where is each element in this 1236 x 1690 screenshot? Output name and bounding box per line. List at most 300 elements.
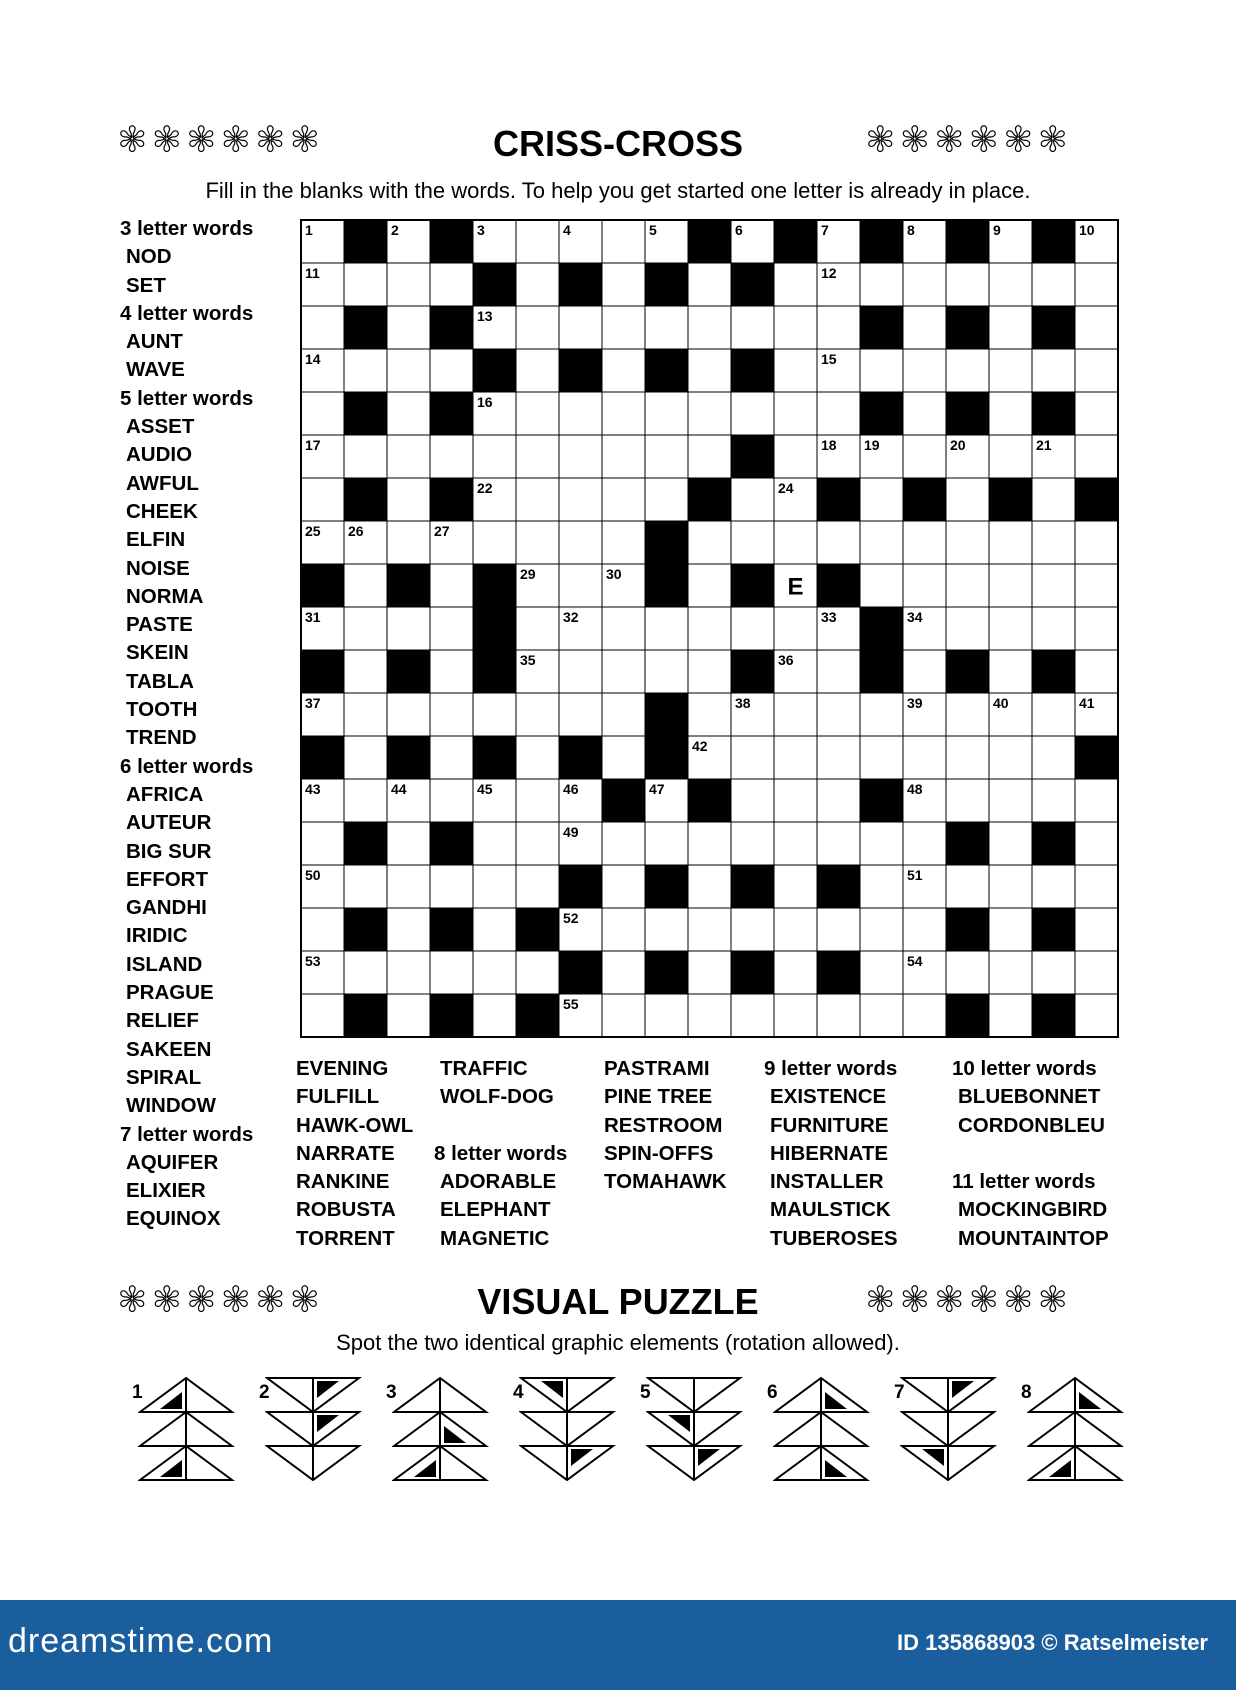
grid-cell[interactable]: [1032, 779, 1075, 822]
grid-cell[interactable]: [387, 478, 430, 521]
grid-cell[interactable]: [946, 736, 989, 779]
clue-number: 44: [391, 781, 407, 797]
grid-cell[interactable]: [860, 736, 903, 779]
triangle-stack-figure[interactable]: [900, 1376, 1000, 1486]
grid-cell[interactable]: [688, 994, 731, 1037]
grid-block: [430, 908, 473, 951]
grid-cell[interactable]: [473, 435, 516, 478]
grid-cell[interactable]: [473, 908, 516, 951]
grid-cell[interactable]: [860, 349, 903, 392]
grid-cell[interactable]: [645, 650, 688, 693]
grid-cell[interactable]: [602, 478, 645, 521]
grid-cell[interactable]: [516, 951, 559, 994]
grid-block: [344, 220, 387, 263]
decorative-stars-right: ✼✼✼✼✼✼: [866, 121, 1073, 159]
clue-number: 9: [993, 222, 1001, 238]
grid-cell[interactable]: [860, 693, 903, 736]
grid-cell[interactable]: [946, 693, 989, 736]
triangle-stack-figure[interactable]: [646, 1376, 746, 1486]
grid-block: [1032, 306, 1075, 349]
grid-cell[interactable]: [516, 478, 559, 521]
grid-cell[interactable]: [860, 865, 903, 908]
grid-cell[interactable]: [559, 392, 602, 435]
grid-cell[interactable]: [645, 478, 688, 521]
grid-cell[interactable]: [989, 865, 1032, 908]
grid-cell[interactable]: [1075, 865, 1118, 908]
grid-cell[interactable]: [731, 521, 774, 564]
grid-cell[interactable]: [903, 822, 946, 865]
grid-cell[interactable]: [1032, 693, 1075, 736]
word-item: MOCKINGBIRD: [958, 1198, 1108, 1222]
word-item: ELEPHANT: [440, 1198, 551, 1222]
grid-cell[interactable]: [860, 994, 903, 1037]
image-credit: ID 135868903 © Ratselmeister: [897, 1630, 1208, 1655]
grid-cell[interactable]: [774, 306, 817, 349]
grid-cell[interactable]: [731, 478, 774, 521]
grid-cell[interactable]: [817, 908, 860, 951]
grid-cell[interactable]: [989, 564, 1032, 607]
grid-cell[interactable]: [645, 908, 688, 951]
grid-block: [1032, 822, 1075, 865]
grid-cell[interactable]: [344, 435, 387, 478]
grid-cell[interactable]: [387, 435, 430, 478]
grid-block: [731, 263, 774, 306]
grid-cell[interactable]: [817, 994, 860, 1037]
grid-cell[interactable]: [516, 607, 559, 650]
grid-block: [774, 220, 817, 263]
triangle-stack-figure[interactable]: [519, 1376, 619, 1486]
grid-cell[interactable]: [301, 908, 344, 951]
grid-cell[interactable]: [645, 607, 688, 650]
grid-cell[interactable]: [387, 521, 430, 564]
grid-cell[interactable]: [903, 263, 946, 306]
grid-cell[interactable]: [344, 564, 387, 607]
word-item: TRAFFIC: [440, 1057, 528, 1080]
clue-number: 48: [907, 781, 923, 797]
grid-cell[interactable]: [344, 865, 387, 908]
grid-cell[interactable]: [516, 263, 559, 306]
visual-item-number: 4: [513, 1382, 524, 1403]
clue-number: 49: [563, 824, 579, 840]
grid-cell[interactable]: [602, 865, 645, 908]
grid-cell[interactable]: [688, 392, 731, 435]
grid-cell[interactable]: [645, 994, 688, 1037]
grid-cell[interactable]: [430, 736, 473, 779]
grid-cell[interactable]: [688, 951, 731, 994]
given-letter: E: [787, 573, 804, 601]
grid-cell[interactable]: [774, 994, 817, 1037]
grid-cell[interactable]: [817, 779, 860, 822]
grid-cell[interactable]: [602, 220, 645, 263]
clue-number: 39: [907, 695, 923, 711]
grid-cell[interactable]: [989, 779, 1032, 822]
grid-block: [473, 607, 516, 650]
grid-cell[interactable]: [903, 349, 946, 392]
grid-cell[interactable]: [1075, 779, 1118, 822]
grid-cell[interactable]: [903, 994, 946, 1037]
word-item: WAVE: [126, 358, 185, 382]
grid-cell[interactable]: [989, 736, 1032, 779]
word-item: ADORABLE: [440, 1170, 557, 1194]
word-item: RELIEF: [126, 1009, 199, 1033]
grid-cell[interactable]: [946, 779, 989, 822]
grid-cell[interactable]: [774, 521, 817, 564]
grid-cell[interactable]: [946, 349, 989, 392]
grid-cell[interactable]: [688, 908, 731, 951]
grid-cell[interactable]: [946, 521, 989, 564]
grid-cell[interactable]: [473, 994, 516, 1037]
grid-cell[interactable]: [817, 822, 860, 865]
grid-block: [688, 779, 731, 822]
grid-cell[interactable]: [860, 263, 903, 306]
grid-cell[interactable]: [602, 392, 645, 435]
grid-cell[interactable]: [301, 994, 344, 1037]
grid-cell[interactable]: [430, 607, 473, 650]
clue-number: 40: [993, 695, 1009, 711]
grid-cell[interactable]: [387, 822, 430, 865]
word-item: SAKEEN: [126, 1037, 212, 1061]
grid-cell[interactable]: [430, 693, 473, 736]
grid-cell[interactable]: [817, 736, 860, 779]
grid-cell[interactable]: [1075, 607, 1118, 650]
grid-cell[interactable]: [344, 263, 387, 306]
grid-cell[interactable]: [774, 736, 817, 779]
grid-cell[interactable]: [645, 392, 688, 435]
grid-cell[interactable]: [860, 822, 903, 865]
grid-cell[interactable]: [301, 306, 344, 349]
word-item: AQUIFER: [126, 1150, 219, 1174]
grid-cell[interactable]: [473, 822, 516, 865]
grid-block: [946, 220, 989, 263]
grid-cell[interactable]: [731, 994, 774, 1037]
grid-cell[interactable]: [903, 306, 946, 349]
visual-item-number: 1: [132, 1382, 143, 1403]
grid-cell[interactable]: [688, 435, 731, 478]
grid-cell[interactable]: [946, 564, 989, 607]
grid-cell[interactable]: [344, 951, 387, 994]
word-item: INSTALLER: [770, 1170, 884, 1194]
grid-cell[interactable]: [559, 650, 602, 693]
grid-cell[interactable]: [1075, 564, 1118, 607]
grid-cell[interactable]: [559, 435, 602, 478]
grid-cell[interactable]: [1032, 607, 1075, 650]
grid-cell[interactable]: [344, 736, 387, 779]
grid-cell[interactable]: [430, 951, 473, 994]
grid-cell[interactable]: [430, 435, 473, 478]
grid-cell[interactable]: [817, 521, 860, 564]
grid-cell[interactable]: [1075, 306, 1118, 349]
grid-cell[interactable]: [903, 650, 946, 693]
grid-block: [817, 951, 860, 994]
grid-block: [559, 865, 602, 908]
clue-number: 36: [778, 652, 794, 668]
grid-cell[interactable]: [731, 736, 774, 779]
grid-cell[interactable]: [516, 220, 559, 263]
grid-cell[interactable]: [1075, 392, 1118, 435]
grid-cell[interactable]: [903, 736, 946, 779]
grid-cell[interactable]: [989, 521, 1032, 564]
grid-cell[interactable]: [688, 650, 731, 693]
grid-cell[interactable]: [1075, 951, 1118, 994]
grid-cell[interactable]: [1032, 564, 1075, 607]
grid-block: [473, 650, 516, 693]
word-item: [958, 1140, 1109, 1168]
grid-cell[interactable]: [387, 392, 430, 435]
grid-cell[interactable]: [559, 306, 602, 349]
grid-cell[interactable]: [688, 521, 731, 564]
grid-cell[interactable]: [774, 951, 817, 994]
grid-cell[interactable]: [516, 435, 559, 478]
grid-cell[interactable]: [946, 607, 989, 650]
grid-cell[interactable]: [860, 478, 903, 521]
grid-cell[interactable]: [559, 478, 602, 521]
grid-cell[interactable]: [688, 564, 731, 607]
grid-cell[interactable]: [731, 392, 774, 435]
triangle-stack-figure[interactable]: [138, 1376, 238, 1486]
grid-cell[interactable]: [989, 908, 1032, 951]
grid-cell[interactable]: [516, 779, 559, 822]
word-item: PASTRAMI: [604, 1057, 710, 1080]
triangle-stack-figure[interactable]: [265, 1376, 365, 1486]
grid-cell[interactable]: [301, 392, 344, 435]
grid-cell[interactable]: [430, 650, 473, 693]
grid-cell[interactable]: [688, 349, 731, 392]
grid-cell[interactable]: [602, 736, 645, 779]
grid-cell[interactable]: [774, 607, 817, 650]
grid-cell[interactable]: [602, 822, 645, 865]
grid-cell[interactable]: [774, 392, 817, 435]
grid-block: [344, 306, 387, 349]
grid-cell[interactable]: [774, 693, 817, 736]
grid-cell[interactable]: [989, 951, 1032, 994]
clue-number: 30: [606, 566, 622, 582]
grid-block: [344, 908, 387, 951]
grid-cell[interactable]: [688, 607, 731, 650]
grid-cell[interactable]: [1032, 865, 1075, 908]
word-item: MAGNETIC: [440, 1226, 550, 1250]
grid-cell[interactable]: [860, 908, 903, 951]
word-item: NOISE: [126, 556, 190, 580]
grid-cell[interactable]: [817, 306, 860, 349]
grid-cell[interactable]: [516, 392, 559, 435]
grid-block: [731, 951, 774, 994]
visual-puzzle-items: [0, 1370, 1236, 1490]
grid-cell[interactable]: [989, 607, 1032, 650]
grid-cell[interactable]: [387, 908, 430, 951]
grid-cell[interactable]: [860, 564, 903, 607]
visual-item-number: 6: [767, 1382, 778, 1403]
grid-cell[interactable]: [903, 908, 946, 951]
grid-cell[interactable]: [387, 607, 430, 650]
grid-cell[interactable]: [645, 306, 688, 349]
grid-cell[interactable]: [602, 263, 645, 306]
grid-cell[interactable]: [1032, 736, 1075, 779]
grid-cell[interactable]: [602, 994, 645, 1037]
grid-cell[interactable]: [860, 521, 903, 564]
grid-cell[interactable]: [688, 693, 731, 736]
grid-cell[interactable]: [301, 822, 344, 865]
grid-cell[interactable]: [602, 693, 645, 736]
grid-cell[interactable]: [1075, 908, 1118, 951]
grid-cell[interactable]: [1075, 994, 1118, 1037]
grid-cell[interactable]: [774, 779, 817, 822]
clue-number: 23: [692, 480, 708, 496]
grid-block: [731, 564, 774, 607]
clue-number: 24: [778, 480, 794, 496]
grid-cell[interactable]: [688, 865, 731, 908]
grid-cell[interactable]: [1032, 521, 1075, 564]
grid-cell[interactable]: [344, 693, 387, 736]
word-item: SPIRAL: [126, 1065, 202, 1089]
grid-cell[interactable]: [602, 650, 645, 693]
grid-cell[interactable]: [903, 435, 946, 478]
grid-cell[interactable]: [1075, 349, 1118, 392]
grid-cell[interactable]: [645, 822, 688, 865]
grid-cell[interactable]: [559, 564, 602, 607]
grid-cell[interactable]: [430, 349, 473, 392]
grid-cell[interactable]: [430, 865, 473, 908]
grid-cell[interactable]: [344, 349, 387, 392]
triangle-stack-figure[interactable]: [392, 1376, 492, 1486]
grid-cell[interactable]: [387, 306, 430, 349]
grid-cell[interactable]: [1032, 349, 1075, 392]
grid-cell[interactable]: [688, 822, 731, 865]
grid-cell[interactable]: [774, 263, 817, 306]
grid-cell[interactable]: [817, 392, 860, 435]
grid-cell[interactable]: [989, 349, 1032, 392]
grid-cell[interactable]: [387, 865, 430, 908]
grid-cell[interactable]: [387, 693, 430, 736]
grid-cell[interactable]: [645, 435, 688, 478]
clue-number: 21: [1036, 437, 1052, 453]
grid-cell[interactable]: [860, 951, 903, 994]
word-item: WOLF-DOG: [440, 1085, 554, 1109]
word-item: SKEIN: [126, 641, 189, 665]
grid-cell[interactable]: [387, 349, 430, 392]
grid-cell[interactable]: [602, 951, 645, 994]
grid-cell[interactable]: [559, 521, 602, 564]
grid-cell[interactable]: [1075, 822, 1118, 865]
word-item: FULFILL: [296, 1085, 380, 1109]
grid-block: [860, 306, 903, 349]
grid-cell[interactable]: [1075, 650, 1118, 693]
word-item: TOMAHAWK: [604, 1170, 727, 1194]
grid-cell[interactable]: [344, 779, 387, 822]
grid-cell[interactable]: [602, 306, 645, 349]
grid-cell[interactable]: [989, 994, 1032, 1037]
grid-cell[interactable]: [946, 478, 989, 521]
grid-cell[interactable]: [1032, 951, 1075, 994]
grid-cell[interactable]: [516, 822, 559, 865]
grid-cell[interactable]: [473, 693, 516, 736]
grid-cell[interactable]: [602, 521, 645, 564]
grid-cell[interactable]: [989, 650, 1032, 693]
triangle-stack-figure[interactable]: [773, 1376, 873, 1486]
grid-cell[interactable]: [774, 908, 817, 951]
grid-cell[interactable]: [774, 349, 817, 392]
grid-cell[interactable]: [344, 607, 387, 650]
grid-block: [817, 478, 860, 521]
clue-number: 55: [563, 996, 579, 1012]
grid-cell[interactable]: [1032, 478, 1075, 521]
grid-cell[interactable]: [989, 435, 1032, 478]
grid-cell[interactable]: [989, 306, 1032, 349]
grid-cell[interactable]: [774, 865, 817, 908]
word-item: SPIN-OFFS: [604, 1141, 714, 1165]
grid-cell[interactable]: [1032, 263, 1075, 306]
grid-cell[interactable]: [688, 306, 731, 349]
grid-cell[interactable]: [903, 521, 946, 564]
grid-cell[interactable]: [602, 607, 645, 650]
grid-block: [516, 994, 559, 1037]
clue-number: 31: [305, 609, 321, 625]
word-item: TABLA: [126, 669, 194, 693]
grid-cell[interactable]: [430, 779, 473, 822]
word-item: AUDIO: [126, 443, 193, 467]
grid-cell[interactable]: [688, 263, 731, 306]
grid-cell[interactable]: [387, 951, 430, 994]
grid-cell[interactable]: [516, 521, 559, 564]
grid-cell[interactable]: [731, 779, 774, 822]
grid-cell[interactable]: [516, 865, 559, 908]
grid-cell[interactable]: [946, 263, 989, 306]
grid-cell[interactable]: [559, 693, 602, 736]
grid-cell[interactable]: [1075, 521, 1118, 564]
grid-cell[interactable]: [516, 693, 559, 736]
grid-cell[interactable]: [387, 263, 430, 306]
grid-cell[interactable]: [774, 435, 817, 478]
grid-cell[interactable]: [817, 650, 860, 693]
grid-cell[interactable]: [602, 908, 645, 951]
grid-cell[interactable]: [1075, 435, 1118, 478]
grid-block: [473, 263, 516, 306]
grid-cell[interactable]: [516, 306, 559, 349]
grid-cell[interactable]: [473, 865, 516, 908]
clue-number: 13: [477, 308, 493, 324]
triangle-stack-figure[interactable]: [1027, 1376, 1127, 1486]
grid-cell[interactable]: [989, 263, 1032, 306]
grid-block: [645, 736, 688, 779]
grid-cell[interactable]: [430, 263, 473, 306]
grid-cell[interactable]: [989, 392, 1032, 435]
grid-cell[interactable]: [602, 435, 645, 478]
grid-cell[interactable]: [946, 865, 989, 908]
grid-cell[interactable]: [774, 822, 817, 865]
grid-cell[interactable]: [344, 650, 387, 693]
grid-cell[interactable]: [731, 822, 774, 865]
grid-cell[interactable]: [473, 951, 516, 994]
grid-cell[interactable]: [946, 951, 989, 994]
clue-number: 35: [520, 652, 536, 668]
word-list-column-4: [598, 1055, 727, 1196]
grid-cell[interactable]: [301, 478, 344, 521]
grid-cell[interactable]: [989, 822, 1032, 865]
grid-cell[interactable]: [516, 349, 559, 392]
grid-cell[interactable]: [817, 693, 860, 736]
grid-cell[interactable]: [903, 564, 946, 607]
grid-cell[interactable]: [903, 392, 946, 435]
grid-cell[interactable]: [731, 306, 774, 349]
grid-cell[interactable]: [516, 736, 559, 779]
clue-number: 42: [692, 738, 708, 754]
grid-cell[interactable]: [602, 349, 645, 392]
grid-cell[interactable]: [430, 564, 473, 607]
grid-cell[interactable]: [387, 994, 430, 1037]
grid-cell[interactable]: [731, 607, 774, 650]
grid-cell[interactable]: [473, 521, 516, 564]
grid-cell[interactable]: [731, 908, 774, 951]
grid-cell[interactable]: [1075, 263, 1118, 306]
